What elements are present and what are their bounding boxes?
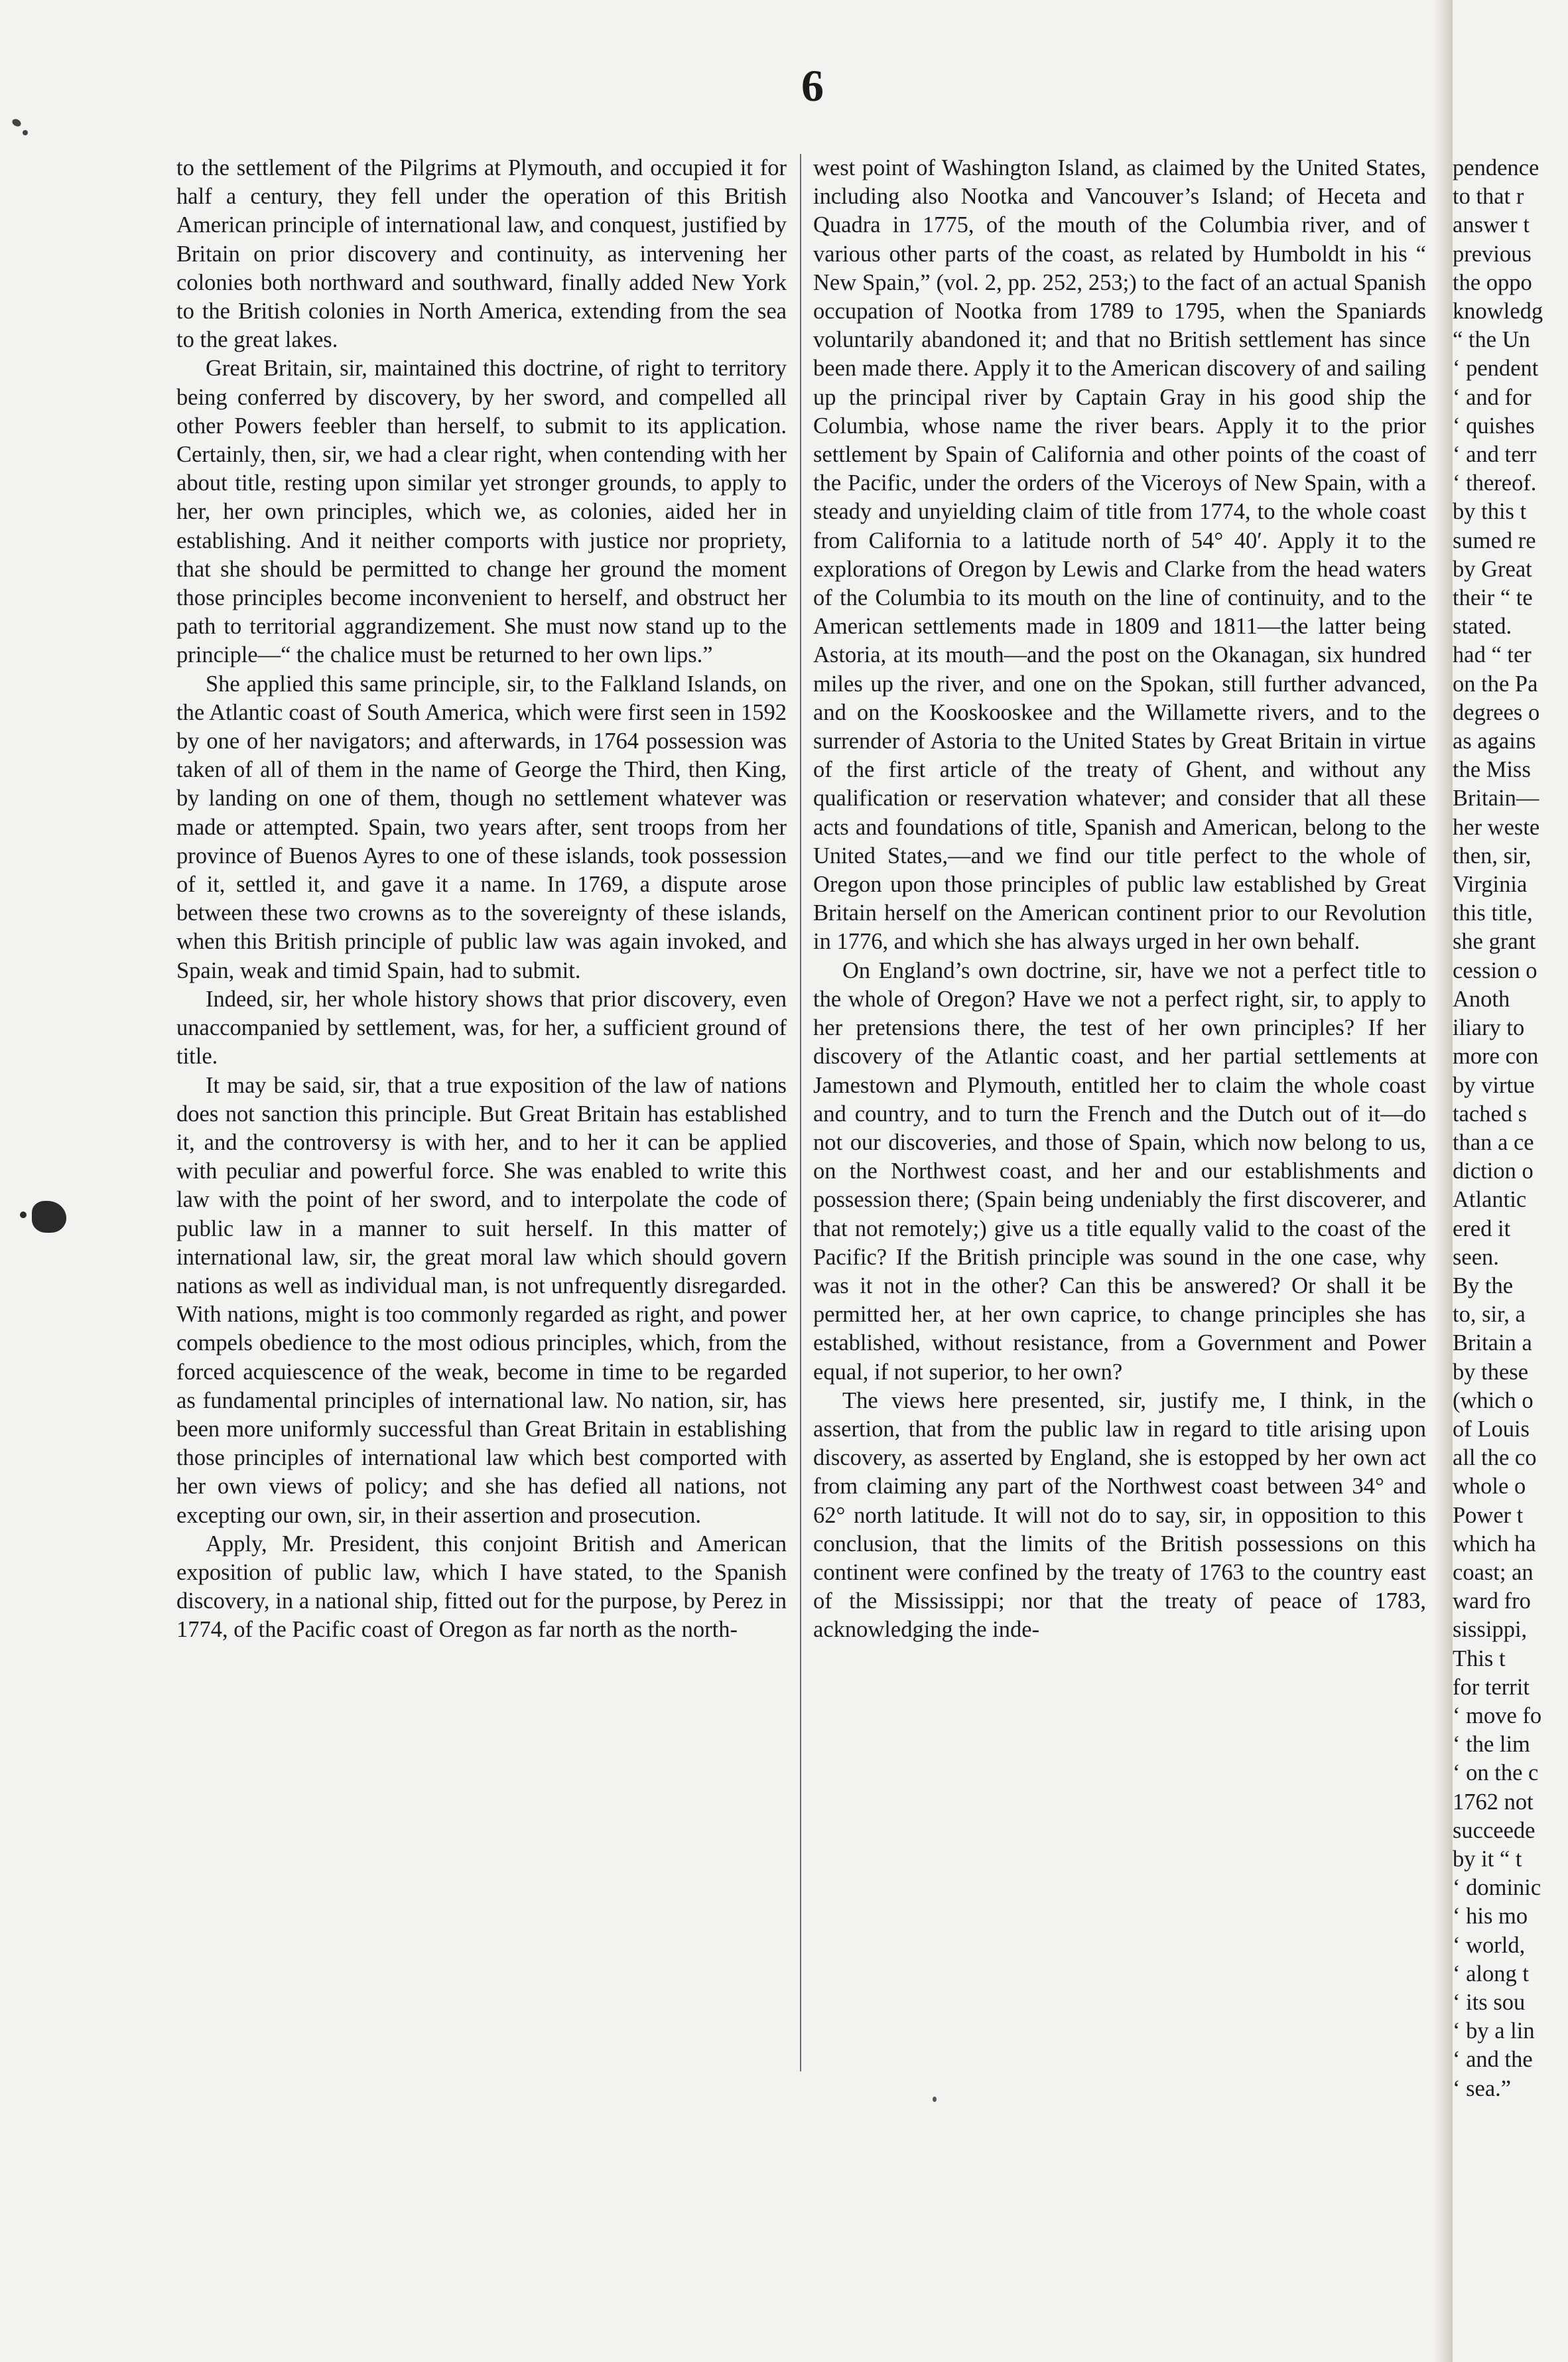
line-fragment: whole o bbox=[1453, 1474, 1526, 1499]
line-fragment: ‘ move fo bbox=[1453, 1702, 1542, 1728]
text-column-middle bbox=[813, 154, 1426, 2151]
line-fragment: degrees o bbox=[1453, 699, 1540, 725]
paragraph: west point of Washington Island, as claimed by the United States, including also Nootka and Vancouver’s Island; of Heceta and Quadra in 1775, of the mouth of the Columbia river, and of various other parts of the coast, as related by Humboldt in his “ New Spain,” (vol. 2, pp. 252, 253;) to the fact of an actual Spanish occupation of Nootka from 1789 to 1795, when the Spaniards voluntarily abandoned it; and that no British settlement has since been made there. Apply it to the American discovery of and sailing up the principal river by Captain Gray in his good ship the Columbia, whose name the river bears. Apply it to the prior settlement by Spain of California and other points of the coast of the Pacific, under the orders of the Viceroys of New Spain, with a steady and unyielding claim of title from 1774, to the whole coast from California to a latitude north of 54° 40′. Apply it to the explorations of Oregon by Lewis and Clarke from the head waters of the Columbia to its mouth on the line of continuity, and to the American settlements made in 1809 and 1811—the latter being Astoria, at its mouth—and the post on the Okanagan, six hundred miles up the river, and one on the Spokan, still further advanced, and on the Kooskooskee and the Willamette rivers, and to the surrender of Astoria to the United States by Great Britain in virtue of the first article of the treaty of Ghent, and without any qualification or reservation whatever; and consider that all these acts and foundations of title, Spanish and American, belong to the United States,—and we find our title perfect to the whole of Oregon upon those principles of public law established by Great Britain herself on the American continent prior to our Revolution in 1776, and which she has always urged in her own behalf. bbox=[813, 155, 1426, 955]
ink-blot bbox=[23, 130, 28, 135]
line-fragment: on the Pa bbox=[1453, 671, 1538, 697]
line-fragment: tached s bbox=[1453, 1101, 1528, 1127]
paragraph: It may be said, sir, that a true exposition of the law of nations does not sanction this principle. But Great Britain has established it, and the controversy is with her, and to her it can be applied with peculiar and powerful force. She was enabled to write this law with the point of her sword, and to interpolate the code of public law in a manner to suit herself. In this matter of international law, sir, the great moral law which should govern nations as well as individual man, is not unfrequently disregarded. With nations, might is too commonly regarded as right, and power compels obedience to the most odious principles, which, from the forced acquiescence of the weak, become in time to be regarded as fundamental principles of international law. No nation, sir, has been more uniformly successful than Great Britain in establishing those principles of international law which best comported with her own views of policy; and she has defied all nations, not excepting our own, sir, in their assertion and prosecution. bbox=[176, 1072, 787, 1528]
page-edge-shadow bbox=[1434, 0, 1453, 2362]
line-fragment: as agains bbox=[1453, 729, 1536, 754]
line-fragment: diction o bbox=[1453, 1158, 1534, 1184]
ink-blot bbox=[20, 1212, 27, 1218]
line-fragment: previous bbox=[1453, 241, 1532, 267]
line-fragment: ‘ quishes bbox=[1453, 413, 1535, 439]
line-fragment: ered it bbox=[1453, 1216, 1511, 1241]
line-fragment: then, sir, bbox=[1453, 843, 1532, 868]
line-fragment: ‘ by a lin bbox=[1453, 2018, 1535, 2044]
line-fragment: the Miss bbox=[1453, 757, 1531, 783]
line-fragment: ‘ along t bbox=[1453, 1961, 1529, 1986]
line-fragment: by virtue bbox=[1453, 1072, 1535, 1098]
paragraph: Indeed, sir, her whole history shows that prior discovery, even unaccompanied by settlement, was, for her, a sufficient ground of title. bbox=[176, 986, 787, 1070]
line-fragment: her weste bbox=[1453, 814, 1540, 840]
line-fragment: ‘ world, bbox=[1453, 1932, 1526, 1958]
line-fragment: ‘ and for bbox=[1453, 384, 1532, 410]
line-fragment: sumed re bbox=[1453, 527, 1536, 553]
line-fragment: to, sir, a bbox=[1453, 1302, 1526, 1328]
line-fragment: ‘ its sou bbox=[1453, 1990, 1526, 2015]
line-fragment: “ the Un bbox=[1453, 327, 1530, 353]
line-fragment: stated. bbox=[1453, 614, 1512, 640]
line-fragment: Atlantic bbox=[1453, 1187, 1527, 1213]
line-fragment: by this t bbox=[1453, 499, 1527, 525]
line-fragment: ‘ and the bbox=[1453, 2047, 1533, 2073]
line-fragment: by it “ t bbox=[1453, 1846, 1522, 1872]
line-fragment: by Great bbox=[1453, 556, 1532, 582]
line-fragment: their “ te bbox=[1453, 585, 1533, 611]
line-fragment: (which o bbox=[1453, 1387, 1534, 1413]
page-number: 6 bbox=[801, 60, 824, 111]
line-fragment: Britain— bbox=[1453, 786, 1539, 811]
line-fragment: ‘ and terr bbox=[1453, 442, 1537, 468]
line-fragment: to that r bbox=[1453, 184, 1524, 210]
line-fragment: 1762 not bbox=[1453, 1789, 1534, 1815]
line-fragment: ‘ thereof. bbox=[1453, 470, 1537, 496]
line-fragment: succeede bbox=[1453, 1817, 1535, 1843]
line-fragment: iliary to bbox=[1453, 1015, 1525, 1041]
line-fragment: Virginia bbox=[1453, 872, 1528, 898]
line-fragment: ‘ the lim bbox=[1453, 1732, 1530, 1758]
line-fragment: pendence bbox=[1453, 155, 1539, 180]
line-fragment: ‘ on the c bbox=[1453, 1760, 1539, 1786]
line-fragment: answer t bbox=[1453, 212, 1530, 238]
line-fragment: by these bbox=[1453, 1359, 1529, 1385]
line-fragment: than a ce bbox=[1453, 1129, 1534, 1155]
paragraph: On England’s own doctrine, sir, have we not a perfect title to the whole of Oregon? Have we not a perfect right, sir, to apply to her pretensions there, the test of her own principles? If her discovery of the Atlantic coast, and her partial settlements at Jamestown and Plymouth, entitled her to claim the whole coast and country, and to turn the French and the Dutch out of it—do not our discoveries, and those of Spain, which now belong to us, on the Northwest coast, and her and our establishments and possession there; (Spain being undeniably the first discoverer, and that not remotely;) give us a title equally valid to the coast of the Pacific? If the British principle was sound in the one case, why was it not in the other? Can this be answered? Or shall it be permitted her, at her own caprice, to change principles she has established, without resistance, from a Government and Power equal, if not superior, to her own? bbox=[813, 957, 1426, 1385]
line-fragment: for territ bbox=[1453, 1674, 1530, 1700]
line-fragment: ‘ sea.” bbox=[1453, 2075, 1512, 2101]
line-fragment: sissippi, bbox=[1453, 1617, 1528, 1643]
paragraph: She applied this same principle, sir, to the Falkland Islands, on the Atlantic coast of South America, which were first seen in 1592 by one of her navigators; and afterwards, in 1764 possession was taken of all of them in the name of George the Third, then King, by landing on one of them, though no settlement whatever was made or attempted. Spain, two years after, sent troops from her province of Buenos Ayres to one of these islands, took possession of it, settled it, and gave it a name. In 1769, a dispute arose between these two crowns as to the sovereignty of these islands, when this British principle of public law was again invoked, and Spain, weak and timid Spain, had to submit. bbox=[176, 671, 787, 983]
line-fragment: which ha bbox=[1453, 1531, 1536, 1557]
line-fragment: she grant bbox=[1453, 929, 1536, 955]
paragraph: Great Britain, sir, maintained this doctrine, of right to territory being conferred by discovery, by her sword, and compelled all other Powers feebler than herself, to submit to its application. Certainly, then, sir, we had a clear right, when contending with her about title, resting upon similar yet stronger grounds, to apply to her, her own principles, which we, as colonies, aided her in establishing. And it neither comports with justice nor propriety, that she should be permitted to change her ground the moment those principles become inconvenient to herself, and obstruct her path to territorial aggrandizement. She must now stand up to the principle—“ the chalice must be returned to her own lips.” bbox=[176, 356, 787, 668]
line-fragment: ‘ dominic bbox=[1453, 1875, 1541, 1901]
paragraph: Apply, Mr. President, this conjoint British and American exposition of public law, which I have stated, to the Spanish discovery, in a national ship, fitted out for the purpose, by Perez in 1774, of the Pacific coast of Oregon as far north as the north- bbox=[176, 1531, 787, 1643]
line-fragment: ‘ pendent bbox=[1453, 356, 1539, 382]
line-fragment: cession o bbox=[1453, 957, 1537, 983]
paragraph: The views here presented, sir, justify me, I think, in the assertion, that from the public law in regard to title arising upon discovery, as asserted by England, she is estopped by her own act from claiming any part of the Northwest coast between 34° and 62° north latitude. It will not do to say, sir, in opposition to this conclusion, that the limits of the British possessions on this continent were confined by the treaty of 1763 to the country east of the Mississippi; nor that the treaty of peace of 1783, acknowledging the inde- bbox=[813, 1387, 1426, 1643]
line-fragment: Power t bbox=[1453, 1502, 1524, 1528]
line-fragment: more con bbox=[1453, 1044, 1539, 1070]
line-fragment: seen. bbox=[1453, 1244, 1499, 1270]
line-fragment: had “ ter bbox=[1453, 642, 1532, 668]
line-fragment: the oppo bbox=[1453, 269, 1532, 295]
line-fragment: coast; an bbox=[1453, 1559, 1534, 1585]
line-fragment: this title, bbox=[1453, 900, 1533, 926]
ink-blot bbox=[32, 1201, 66, 1233]
ink-speck bbox=[933, 2097, 937, 2102]
ink-blot bbox=[11, 117, 22, 128]
line-fragment: all the co bbox=[1453, 1445, 1537, 1471]
line-fragment: of Louis bbox=[1453, 1416, 1530, 1442]
text-column-left bbox=[176, 154, 787, 2151]
line-fragment: ward fro bbox=[1453, 1588, 1531, 1614]
line-fragment: knowledg bbox=[1453, 299, 1543, 324]
line-fragment: This t bbox=[1453, 1645, 1506, 1671]
text-column-right-cut bbox=[1453, 154, 1568, 2151]
line-fragment: By the bbox=[1453, 1273, 1514, 1298]
line-fragment: ‘ his mo bbox=[1453, 1904, 1528, 1929]
column-divider bbox=[800, 154, 801, 2071]
line-fragment: Britain a bbox=[1453, 1330, 1532, 1356]
paragraph: to the settlement of the Pilgrims at Plymouth, and occupied it for half a century, they fell under the operation of this British American principle of international law, and conquest, justified by Britain on prior discovery and continuity, as intervening her colonies both northward and southward, finally added New York to the British colonies in North America, extending from the sea to the great lakes. bbox=[176, 155, 787, 353]
line-fragment: Anoth bbox=[1453, 986, 1510, 1012]
